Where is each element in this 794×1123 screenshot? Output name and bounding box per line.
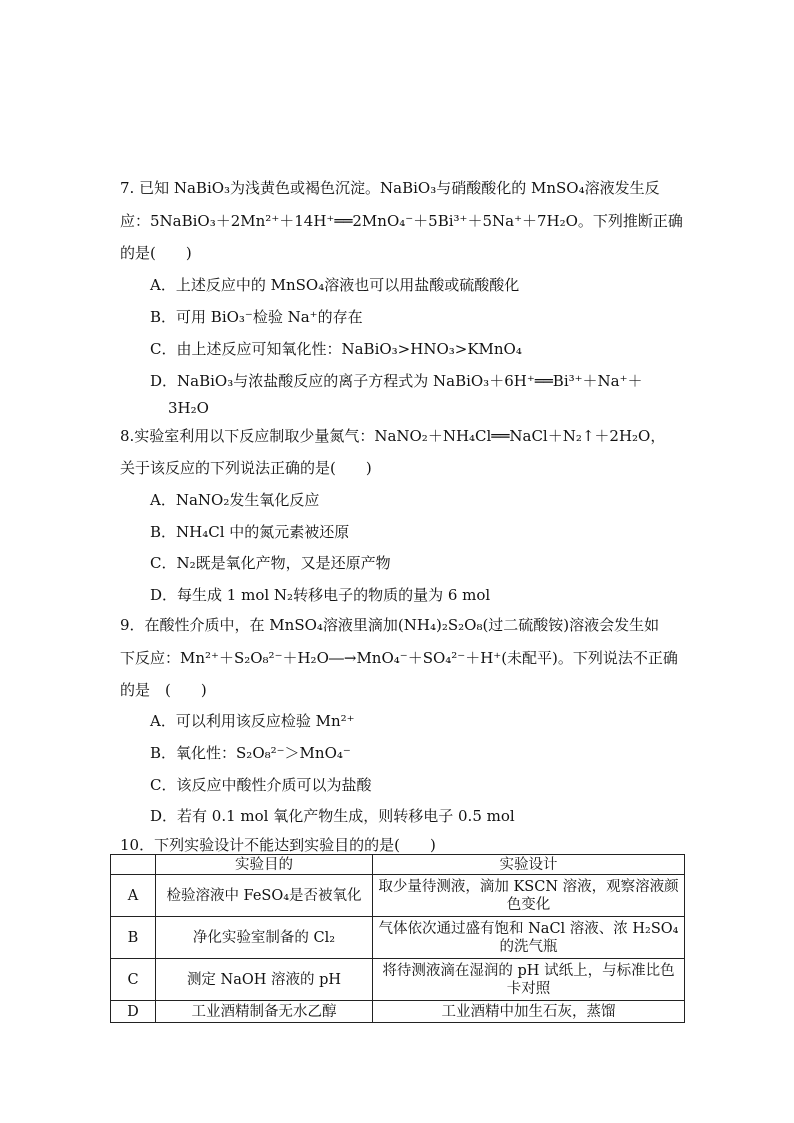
q8-option-d: D．每生成 1 mol N₂转移电子的物质的量为 6 mol — [150, 586, 491, 604]
experiment-table — [110, 854, 685, 1023]
table-cell-purpose: 测定 NaOH 溶液的 pH — [156, 959, 373, 1001]
table-cell-label: A — [111, 875, 156, 917]
table-cell-design: 气体依次通过盛有饱和 NaCl 溶液、浓 H₂SO₄的洗气瓶 — [373, 917, 685, 959]
q8-option-b: B．NH₄Cl 中的氮元素被还原 — [150, 523, 350, 541]
table-row — [111, 875, 685, 917]
q10-stem: 10．下列实验设计不能达到实验目的的是( ) — [120, 836, 436, 854]
q9-option-d: D．若有 0.1 mol 氧化产物生成，则转移电子 0.5 mol — [150, 807, 515, 825]
table-cell-purpose: 净化实验室制备的 Cl₂ — [156, 917, 373, 959]
q8-stem-line-1: 8.实验室利用以下反应制取少量氮气：NaNO₂＋NH₄Cl══NaCl＋N₂↑＋2H₂O， — [120, 427, 666, 445]
table-cell-design: 将待测液滴在湿润的 pH 试纸上，与标准比色卡对照 — [373, 959, 685, 1001]
table-header-cell: 实验目的 — [156, 855, 373, 875]
q9-option-a: A．可以利用该反应检验 Mn²⁺ — [150, 712, 355, 730]
table-header-cell: 实验设计 — [373, 855, 685, 875]
q9-stem-line-2: 下反应：Mn²⁺＋S₂O₈²⁻＋H₂O―→MnO₄⁻＋SO₄²⁻＋H⁺(未配平)。下列说法不正确 — [120, 649, 678, 667]
q8-option-a: A．NaNO₂发生氧化反应 — [150, 491, 320, 509]
q9-option-b: B．氧化性：S₂O₈²⁻＞MnO₄⁻ — [150, 744, 351, 762]
table-cell-design: 取少量待测液，滴加 KSCN 溶液，观察溶液颜色变化 — [373, 875, 685, 917]
q7-stem-line-1: 7. 已知 NaBiO₃为浅黄色或褐色沉淀。NaBiO₃与硝酸酸化的 MnSO₄溶液发生反 — [120, 179, 660, 197]
table-cell-purpose: 工业酒精制备无水乙醇 — [156, 1001, 373, 1023]
q7-option-c: C．由上述反应可知氧化性：NaBiO₃>HNO₃>KMnO₄ — [150, 340, 522, 358]
table-row — [111, 917, 685, 959]
table-cell-label: C — [111, 959, 156, 1001]
q7-stem-line-3: 的是( ) — [120, 244, 192, 262]
q8-stem-line-2: 关于该反应的下列说法正确的是( ) — [120, 459, 372, 477]
q7-option-d-continued: 3H₂O — [168, 399, 209, 417]
q9-stem-line-1: 9．在酸性介质中，在 MnSO₄溶液里滴加(NH₄)₂S₂O₈(过二硫酸铵)溶液会发生如 — [120, 616, 660, 634]
q9-option-c: C．该反应中酸性介质可以为盐酸 — [150, 776, 372, 794]
q9-stem-line-3: 的是 ( ) — [120, 681, 207, 699]
table-row — [111, 1001, 685, 1023]
table-header-cell — [111, 855, 156, 875]
table-cell-label: B — [111, 917, 156, 959]
table-cell-label: D — [111, 1001, 156, 1023]
q7-option-a: A．上述反应中的 MnSO₄溶液也可以用盐酸或硫酸酸化 — [150, 276, 520, 294]
table-cell-purpose: 检验溶液中 FeSO₄是否被氧化 — [156, 875, 373, 917]
table-row — [111, 959, 685, 1001]
table-header-row — [111, 855, 685, 875]
q7-stem-line-2: 应：5NaBiO₃＋2Mn²⁺＋14H⁺══2MnO₄⁻＋5Bi³⁺＋5Na⁺＋7H₂O。下列推断正确 — [120, 212, 683, 230]
q8-option-c: C．N₂既是氧化产物，又是还原产物 — [150, 554, 391, 572]
q7-option-d: D．NaBiO₃与浓盐酸反应的离子方程式为 NaBiO₃＋6H⁺══Bi³⁺＋Na⁺＋ — [150, 372, 643, 390]
q7-option-b: B．可用 BiO₃⁻检验 Na⁺的存在 — [150, 308, 363, 326]
table-cell-design: 工业酒精中加生石灰，蒸馏 — [373, 1001, 685, 1023]
